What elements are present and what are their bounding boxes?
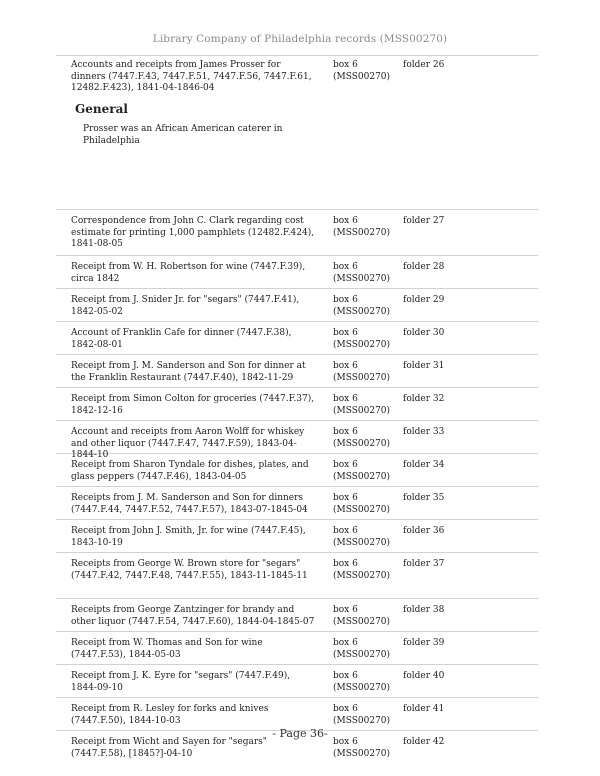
item-description: Receipt from Sharon Tyndale for dishes, plates, and glass peppers (7447.F.46), 1843-04-05 [71,460,309,482]
container-list [56,56,538,767]
table-row [56,553,538,599]
item-box: box 6 (MSS00270) [333,559,391,581]
item-box: box 6 (MSS00270) [333,295,391,317]
item-description: Receipt from John J. Smith, Jr. for wine (7447.F.45), 1843-10-19 [71,526,306,548]
item-box: box 6 (MSS00270) [333,262,391,284]
table-row [56,56,538,210]
item-folder: folder 37 [403,559,445,569]
item-description: Receipt from Wicht and Sayen for "segars" (7447.F.58), [1845?]-04-10 [71,737,267,759]
table-row [56,210,538,256]
item-folder: folder 41 [403,704,445,714]
item-folder: folder 30 [403,328,445,338]
table-row [56,355,538,388]
item-box: box 6 (MSS00270) [333,493,391,515]
item-description: Receipt from W. Thomas and Son for wine (7447.F.53), 1844-05-03 [71,638,263,660]
table-row [56,520,538,553]
item-folder: folder 28 [403,262,445,272]
item-description: Correspondence from John C. Clark regarding cost estimate for printing 1,000 pamphlets (12482.F.424), 1841-08-05 [71,216,315,250]
item-description: Receipt from Simon Colton for groceries (7447.F.37), 1842-12-16 [71,394,315,416]
general-note: Prosser was an African American caterer in Philadelphia [83,124,283,146]
item-box: box 6 (MSS00270) [333,60,391,82]
item-box: box 6 (MSS00270) [333,361,391,383]
item-description: Receipt from W. H. Robertson for wine (7447.F.39), circa 1842 [71,262,306,284]
table-row [56,487,538,520]
item-folder: folder 35 [403,493,445,503]
item-box: box 6 (MSS00270) [333,605,391,627]
item-description: Receipts from J. M. Sanderson and Son for dinners (7447.F.44, 7447.F.52, 7447.F.57), 1843-07-1845-04 [71,493,308,515]
table-row [56,599,538,632]
item-folder: folder 31 [403,361,445,371]
item-box: box 6 (MSS00270) [333,216,391,238]
item-box: box 6 (MSS00270) [333,427,391,449]
table-row [56,421,538,461]
table-row [56,322,538,355]
item-box: box 6 (MSS00270) [333,460,391,482]
table-row [56,454,538,487]
item-box: box 6 (MSS00270) [333,638,391,660]
table-row [56,632,538,665]
item-description: Receipt from J. M. Sanderson and Son for dinner at the Franklin Restaurant (7447.F.40), 1842-11-29 [71,361,306,383]
item-box: box 6 (MSS00270) [333,704,391,726]
item-description: Accounts and receipts from James Prosser for dinners (7447.F.43, 7447.F.51, 7447.F.56, 7447.F.61, 12482.F.423), 1841-04-1846-04 [71,60,312,94]
item-box: box 6 (MSS00270) [333,737,391,759]
page-number: - Page 36- [272,727,328,740]
item-folder: folder 36 [403,526,445,536]
item-folder: folder 32 [403,394,445,404]
item-folder: folder 27 [403,216,445,226]
item-folder: folder 33 [403,427,445,437]
item-folder: folder 38 [403,605,445,615]
table-row [56,289,538,322]
item-description: Receipts from George W. Brown store for "segars" (7447.F.42, 7447.F.48, 7447.F.55), 1843-11-1845-11 [71,559,308,581]
item-box: box 6 (MSS00270) [333,671,391,693]
item-folder: folder 26 [403,60,445,70]
item-box: box 6 (MSS00270) [333,328,391,350]
item-box: box 6 (MSS00270) [333,526,391,548]
general-heading: General [75,102,128,116]
item-description: Receipt from J. Snider Jr. for "segars" (7447.F.41), 1842-05-02 [71,295,300,317]
item-folder: folder 29 [403,295,445,305]
table-row [56,256,538,289]
item-folder: folder 40 [403,671,445,681]
table-row [56,388,538,421]
item-description: Account of Franklin Cafe for dinner (7447.F.38), 1842-08-01 [71,328,292,350]
item-description: Receipt from R. Lesley for forks and knives (7447.F.50), 1844-10-03 [71,704,269,726]
table-row [56,665,538,698]
item-description: Account and receipts from Aaron Wolff for whiskey and other liquor (7447.F.47, 7447.F.59), 1843-04-1844-10 [71,427,305,461]
page-header: Library Company of Philadelphia records (MSS00270) [152,33,448,45]
item-folder: folder 42 [403,737,445,747]
item-description: Receipts from George Zantzinger for brandy and other liquor (7447.F.54, 7447.F.60), 1844-04-1845-07 [71,605,315,627]
item-description: Receipt from J. K. Eyre for "segars" (7447.F.49), 1844-09-10 [71,671,291,693]
item-box: box 6 (MSS00270) [333,394,391,416]
item-folder: folder 34 [403,460,445,470]
item-folder: folder 39 [403,638,445,648]
